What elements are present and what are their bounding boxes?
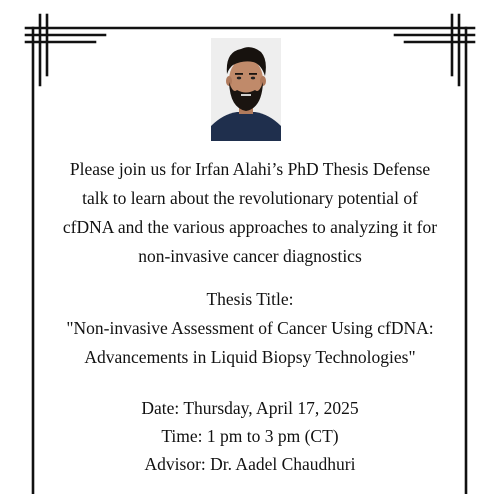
invitation-text (40, 155, 460, 271)
thesis-title-line: Advancements in Liquid Biopsy Technologies" (84, 347, 416, 367)
event-advisor: Advisor: Dr. Aadel Chaudhuri (144, 454, 356, 474)
event-date: Date: Thursday, April 17, 2025 (141, 398, 359, 418)
event-time: Time: 1 pm to 3 pm (CT) (161, 426, 339, 446)
invitation-line: talk to learn about the revolutionary potential of (82, 188, 418, 208)
portrait-illustration (211, 38, 281, 141)
event-details (40, 394, 460, 478)
speaker-photo (211, 38, 281, 141)
invitation-line: cfDNA and the various approaches to analyzing it for (62, 217, 438, 237)
thesis-section (40, 285, 460, 372)
invitation-line: non-invasive cancer diagnostics (138, 246, 362, 266)
thesis-title-line: "Non-invasive Assessment of Cancer Using cfDNA: (66, 318, 434, 338)
invitation-line: Please join us for Irfan Alahi’s PhD Thesis Defense (69, 159, 431, 179)
thesis-title-label: Thesis Title: (206, 289, 294, 309)
